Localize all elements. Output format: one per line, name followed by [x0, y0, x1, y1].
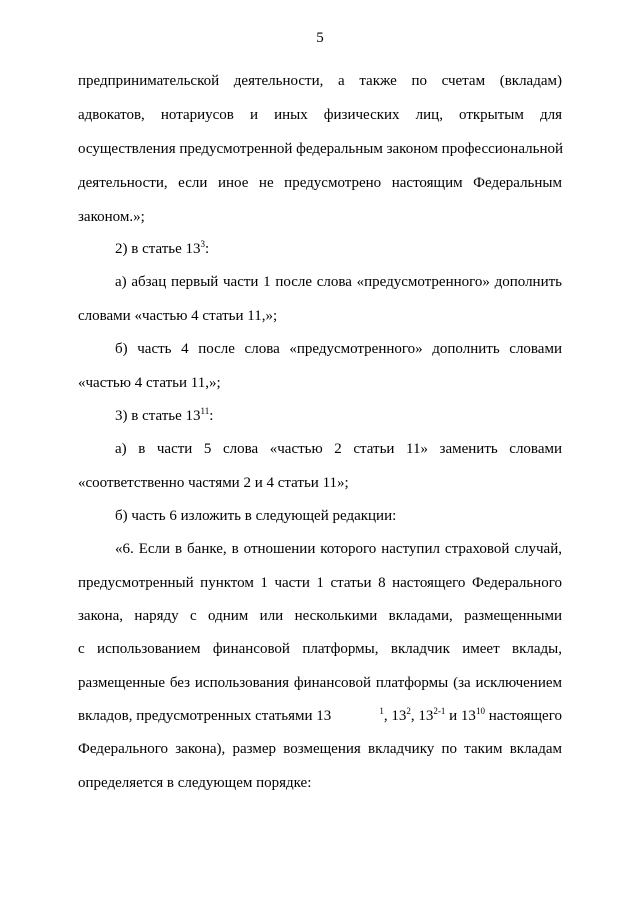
text-line: определяется в следующем порядке: — [78, 775, 312, 791]
text-line: закона, наряду с одним или несколькими вкладами, размещенными — [78, 608, 562, 624]
text-line: размещенные без использования финансовой платформы (за исключением — [78, 675, 562, 691]
text-line: предусмотренный пунктом 1 части 1 статьи 8 настоящего Федерального — [78, 575, 562, 591]
list-item: 2) в статье $13^3$: — [115, 239, 210, 257]
text-line: а) абзац первый части 1 после слова «предусмотренного» дополнить — [115, 274, 562, 290]
text-line: законом.»; — [78, 209, 145, 225]
text-line: предпринимательской деятельности, а также по счетам (вкладам) — [78, 73, 562, 89]
text-line: адвокатов, нотариусов и иных физических лиц, открытым для — [78, 107, 562, 123]
list-item: 3) в статье $13^{11}$: — [115, 406, 214, 424]
text-line: «частью 4 статьи 11,»; — [78, 375, 221, 391]
text-line: «соответственно частями 2 и 4 статьи 11»; — [78, 475, 349, 491]
text-line: б) часть 6 изложить в следующей редакции: — [115, 508, 397, 524]
text-line: деятельности, если иное не предусмотрено настоящим Федеральным — [78, 175, 562, 191]
text-line: а) в части 5 слова «частью 2 статьи 11» заменить словами — [115, 441, 562, 457]
text-line: осуществления предусмотренной федеральным законом профессиональной — [78, 141, 564, 157]
page-number: 5 — [316, 30, 324, 46]
text-line: с использованием финансовой платформы, вкладчик имеет вклады, — [78, 641, 562, 657]
text-line: словами «частью 4 статьи 11,»; — [78, 308, 278, 324]
text-line: «6. Если в банке, в отношении которого наступил страховой случай, — [115, 541, 562, 557]
text-line: Федерального закона), размер возмещения вкладчику по таким вкладам — [78, 741, 562, 757]
text-line: б) часть 4 после слова «предусмотренного» дополнить словами — [115, 341, 562, 357]
text-line: вкладов, предусмотренных статьями 13 $^1$, $13^2$, 13$^{2-1}$ и $13^{10}$ настоящего — [78, 706, 562, 724]
